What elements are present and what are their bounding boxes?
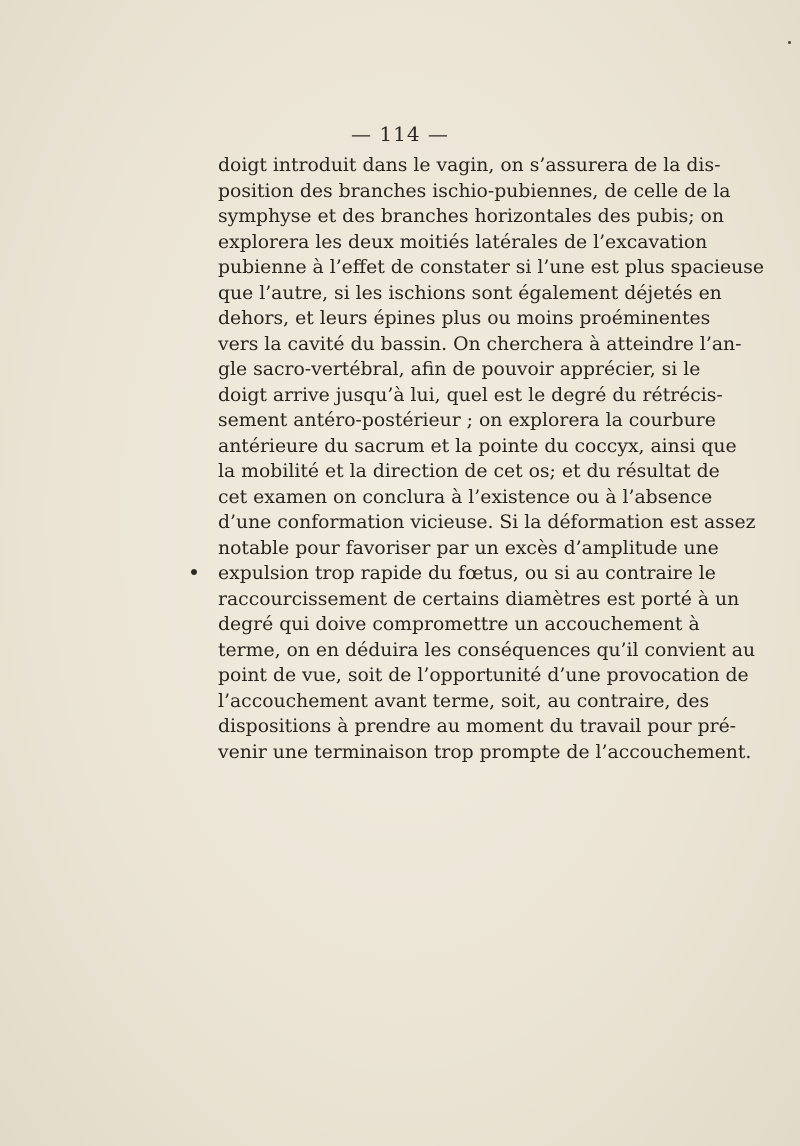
text-line: d’une conformation vicieuse. Si la déformation est assez	[218, 512, 756, 533]
text-line: antérieure du sacrum et la pointe du coccyx, ainsi que	[218, 435, 737, 457]
text-line: symphyse et des branches horizontales des pubis; on	[218, 206, 724, 227]
text-line: explorera les deux moitiés latérales de l’excavation	[218, 231, 708, 253]
text-line: doigt arrive jusqu’à lui, quel est le degré du rétrécis-	[218, 384, 723, 406]
text-line: notable pour favoriser par un excès d’amplitude une	[218, 537, 719, 559]
text-line: point de vue, soit de l’opportunité d’une provocation de	[218, 665, 749, 686]
text-line: expulsion trop rapide du fœtus, ou si au contraire le	[218, 563, 716, 584]
text-line: vers la cavité du bassin. On cherchera à atteindre l’an-	[218, 333, 742, 355]
body-text	[218, 153, 765, 765]
text-line: sement antéro-postérieur ; on explorera la courbure	[218, 410, 716, 431]
text-line: dehors, et leurs épines plus ou moins proéminentes	[218, 308, 711, 329]
text-line: la mobilité et la direction de cet os; et du résultat de	[218, 461, 720, 482]
ink-speck	[788, 41, 791, 44]
text-line: pubienne à l’effet de constater si l’une est plus spacieuse	[218, 257, 765, 278]
text-line: terme, on en déduira les conséquences qu’il convient au	[218, 639, 756, 661]
text-line: raccourcissement de certains diamètres est porté à un	[218, 588, 740, 610]
text-line: doigt introduit dans le vagin, on s’assurera de la dis-	[218, 155, 721, 176]
text-line: dispositions à prendre au moment du travail pour pré-	[218, 716, 737, 737]
text-line: cet examen on conclura à l’existence ou à l’absence	[218, 486, 713, 508]
margin-mark	[191, 569, 197, 575]
text-line: gle sacro-vertébral, afin de pouvoir apprécier, si le	[218, 359, 701, 380]
text-line: l’accouchement avant terme, soit, au contraire, des	[218, 690, 710, 712]
page-number: — 114 —	[351, 122, 449, 146]
text-line: que l’autre, si les ischions sont également déjetés en	[218, 282, 722, 304]
text-line: degré qui doive compromettre un accouchement à	[218, 614, 700, 635]
text-line: venir une terminaison trop prompte de l’accouchement.	[218, 741, 752, 763]
text-line: position des branches ischio-pubiennes, de celle de la	[218, 180, 731, 202]
